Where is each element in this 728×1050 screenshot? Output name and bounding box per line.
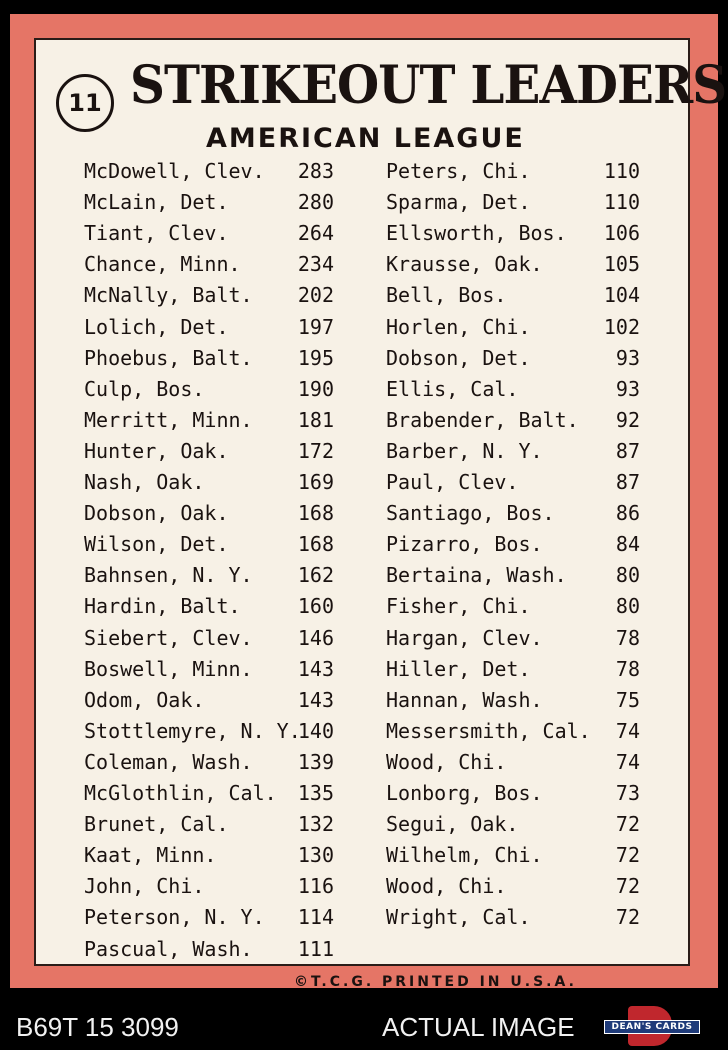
leader-row: [386, 498, 640, 529]
player-name: Merritt, Minn.: [84, 407, 253, 432]
strikeout-count: 87: [615, 470, 640, 494]
leader-row: [386, 871, 640, 902]
leader-row: [386, 623, 640, 654]
player-name: Nash, Oak.: [84, 470, 205, 494]
player-name: Kaat, Minn.: [84, 843, 217, 868]
card-title: STRIKEOUT LEADERS: [130, 55, 727, 116]
strikeout-count: 93: [615, 376, 640, 401]
player-name: Horlen, Chi.: [386, 314, 531, 339]
actual-image-label: ACTUAL IMAGE: [382, 1012, 575, 1042]
strikeout-count: 78: [615, 625, 640, 650]
player-name: Sparma, Det.: [386, 190, 531, 215]
strikeout-count: 110: [603, 190, 640, 215]
strikeout-count: 172: [297, 438, 334, 463]
leader-row: [386, 654, 640, 685]
player-name: Hargan, Clev.: [386, 625, 543, 650]
leader-row: [386, 156, 640, 187]
strikeout-count: 102: [603, 314, 640, 339]
leader-row: [84, 902, 334, 933]
strikeout-count: 72: [615, 843, 640, 868]
leader-row: [386, 436, 640, 467]
leader-row: [386, 187, 640, 218]
leader-row: [386, 249, 640, 280]
strikeout-count: 74: [615, 718, 640, 743]
player-name: Barber, N. Y.: [386, 438, 543, 463]
leader-row: [84, 405, 334, 436]
strikeout-count: 132: [297, 812, 334, 837]
leader-row: [84, 529, 334, 560]
player-name: Wood, Chi.: [386, 874, 507, 899]
leader-row: [84, 560, 334, 591]
strikeout-count: 202: [297, 283, 334, 308]
player-name: Peters, Chi.: [386, 159, 531, 183]
strikeout-count: 106: [603, 221, 640, 246]
strikeout-count: 143: [297, 656, 334, 681]
strikeout-count: 73: [615, 781, 640, 805]
player-name: Culp, Bos.: [84, 376, 205, 401]
deans-cards-logo: [604, 1006, 700, 1046]
card-number: 11: [56, 74, 114, 132]
player-name: McLain, Det.: [84, 190, 229, 215]
leader-row: [84, 156, 334, 187]
player-name: Segui, Oak.: [386, 812, 519, 837]
strikeout-count: 110: [603, 159, 640, 183]
leader-row: [386, 374, 640, 405]
leader-row: [84, 685, 334, 716]
leader-row: [386, 218, 640, 249]
player-name: Santiago, Bos.: [386, 501, 555, 526]
leader-row: [84, 778, 334, 809]
player-name: Brabender, Balt.: [386, 407, 579, 432]
strikeout-count: 80: [615, 563, 640, 588]
player-name: Lonborg, Bos.: [386, 781, 543, 805]
leader-row: [386, 716, 640, 747]
player-name: Phoebus, Balt.: [84, 345, 253, 370]
player-name: Messersmith, Cal.: [386, 718, 591, 743]
leader-row: [386, 840, 640, 871]
strikeout-count: 87: [615, 438, 640, 463]
player-name: Siebert, Clev.: [84, 625, 253, 650]
strikeout-count: 146: [297, 625, 334, 650]
player-name: Bertaina, Wash.: [386, 563, 567, 588]
leader-row: [84, 871, 334, 902]
strikeout-count: 197: [297, 314, 334, 339]
player-name: Dobson, Oak.: [84, 501, 229, 526]
player-name: Wilhelm, Chi.: [386, 843, 543, 868]
leader-row: [84, 436, 334, 467]
player-name: Paul, Clev.: [386, 470, 519, 494]
logo-text: DEAN'S CARDS: [604, 1020, 700, 1034]
leader-row: [386, 685, 640, 716]
leader-row: [84, 280, 334, 311]
player-name: John, Chi.: [84, 874, 205, 899]
player-name: Ellsworth, Bos.: [386, 221, 567, 246]
leader-row: [386, 560, 640, 591]
leader-row: [386, 778, 640, 809]
player-name: McGlothlin, Cal.: [84, 781, 277, 805]
leader-row: [386, 902, 640, 933]
strikeout-count: 72: [615, 812, 640, 837]
trading-card-back: [10, 14, 727, 990]
leader-row: [84, 840, 334, 871]
strikeout-count: 283: [297, 159, 334, 183]
strikeout-count: 195: [297, 345, 334, 370]
leader-row: [84, 374, 334, 405]
leader-row: [84, 591, 334, 622]
strikeout-count: 139: [297, 749, 334, 774]
strikeout-count: 114: [297, 905, 334, 930]
player-name: Odom, Oak.: [84, 687, 205, 712]
strikeout-count: 84: [615, 532, 640, 557]
strikeout-count: 86: [615, 501, 640, 526]
strikeout-count: 135: [297, 781, 334, 805]
leader-row: [386, 343, 640, 374]
leader-row: [84, 623, 334, 654]
leader-row: [84, 312, 334, 343]
leader-row: [84, 218, 334, 249]
strikeout-count: 168: [297, 532, 334, 557]
player-name: McNally, Balt.: [84, 283, 253, 308]
player-name: Dobson, Det.: [386, 345, 531, 370]
leader-row: [386, 467, 640, 498]
strikeout-count: 111: [297, 936, 334, 961]
player-name: Wood, Chi.: [386, 749, 507, 774]
strikeout-count: 143: [297, 687, 334, 712]
strikeout-count: 181: [297, 407, 334, 432]
player-name: Boswell, Minn.: [84, 656, 253, 681]
leader-row: [386, 280, 640, 311]
player-name: Pizarro, Bos.: [386, 532, 543, 557]
player-name: Ellis, Cal.: [386, 376, 519, 401]
strikeout-count: 80: [615, 594, 640, 619]
card-panel: [34, 38, 727, 990]
item-code: B69T 15 3099: [16, 1012, 179, 1042]
strikeout-count: 78: [615, 656, 640, 681]
leader-row: [386, 591, 640, 622]
leader-row: [386, 747, 640, 778]
strikeout-count: 264: [297, 221, 334, 246]
leader-row: [84, 467, 334, 498]
player-name: Coleman, Wash.: [84, 749, 253, 774]
player-name: Stottlemyre, N. Y.: [84, 718, 301, 743]
player-name: Bell, Bos.: [386, 283, 507, 308]
player-name: Fisher, Chi.: [386, 594, 531, 619]
player-name: Krausse, Oak.: [386, 252, 543, 277]
player-name: Bahnsen, N. Y.: [84, 563, 253, 588]
player-name: Hunter, Oak.: [84, 438, 229, 463]
leader-row: [84, 498, 334, 529]
strikeout-count: 169: [297, 470, 334, 494]
leader-row: [84, 187, 334, 218]
player-name: Wright, Cal.: [386, 905, 531, 930]
player-name: Peterson, N. Y.: [84, 905, 265, 930]
strikeout-count: 280: [297, 190, 334, 215]
leader-row: [84, 654, 334, 685]
player-name: Hardin, Balt.: [84, 594, 241, 619]
leader-row: [386, 312, 640, 343]
copyright-text: ©T.C.G. PRINTED IN U.S.A.: [294, 974, 577, 990]
leader-row: [84, 747, 334, 778]
strikeout-count: 104: [603, 283, 640, 308]
leader-row: [84, 716, 334, 747]
player-name: Brunet, Cal.: [84, 812, 229, 837]
leader-row: [386, 529, 640, 560]
strikeout-count: 74: [615, 749, 640, 774]
strikeout-count: 160: [297, 594, 334, 619]
leader-row: [84, 809, 334, 840]
player-name: Hannan, Wash.: [386, 687, 543, 712]
player-name: Lolich, Det.: [84, 314, 229, 339]
player-name: Hiller, Det.: [386, 656, 531, 681]
leader-row: [84, 343, 334, 374]
player-name: McDowell, Clev.: [84, 159, 265, 183]
player-name: Pascual, Wash.: [84, 936, 253, 961]
strikeout-count: 93: [615, 345, 640, 370]
strikeout-count: 130: [297, 843, 334, 868]
strikeout-count: 75: [615, 687, 640, 712]
strikeout-count: 116: [297, 874, 334, 899]
strikeout-count: 168: [297, 501, 334, 526]
leader-row: [386, 405, 640, 436]
strikeout-count: 234: [297, 252, 334, 277]
player-name: Wilson, Det.: [84, 532, 229, 557]
strikeout-count: 140: [297, 718, 334, 743]
card-subtitle: AMERICAN LEAGUE: [206, 123, 525, 154]
leader-row: [386, 809, 640, 840]
strikeout-count: 105: [603, 252, 640, 277]
strikeout-count: 72: [615, 874, 640, 899]
strikeout-count: 190: [297, 376, 334, 401]
player-name: Tiant, Clev.: [84, 221, 229, 246]
player-name: Chance, Minn.: [84, 252, 241, 277]
strikeout-count: 162: [297, 563, 334, 588]
leader-row: [84, 934, 334, 965]
strikeout-count: 72: [615, 905, 640, 930]
leader-row: [84, 249, 334, 280]
strikeout-count: 92: [615, 407, 640, 432]
